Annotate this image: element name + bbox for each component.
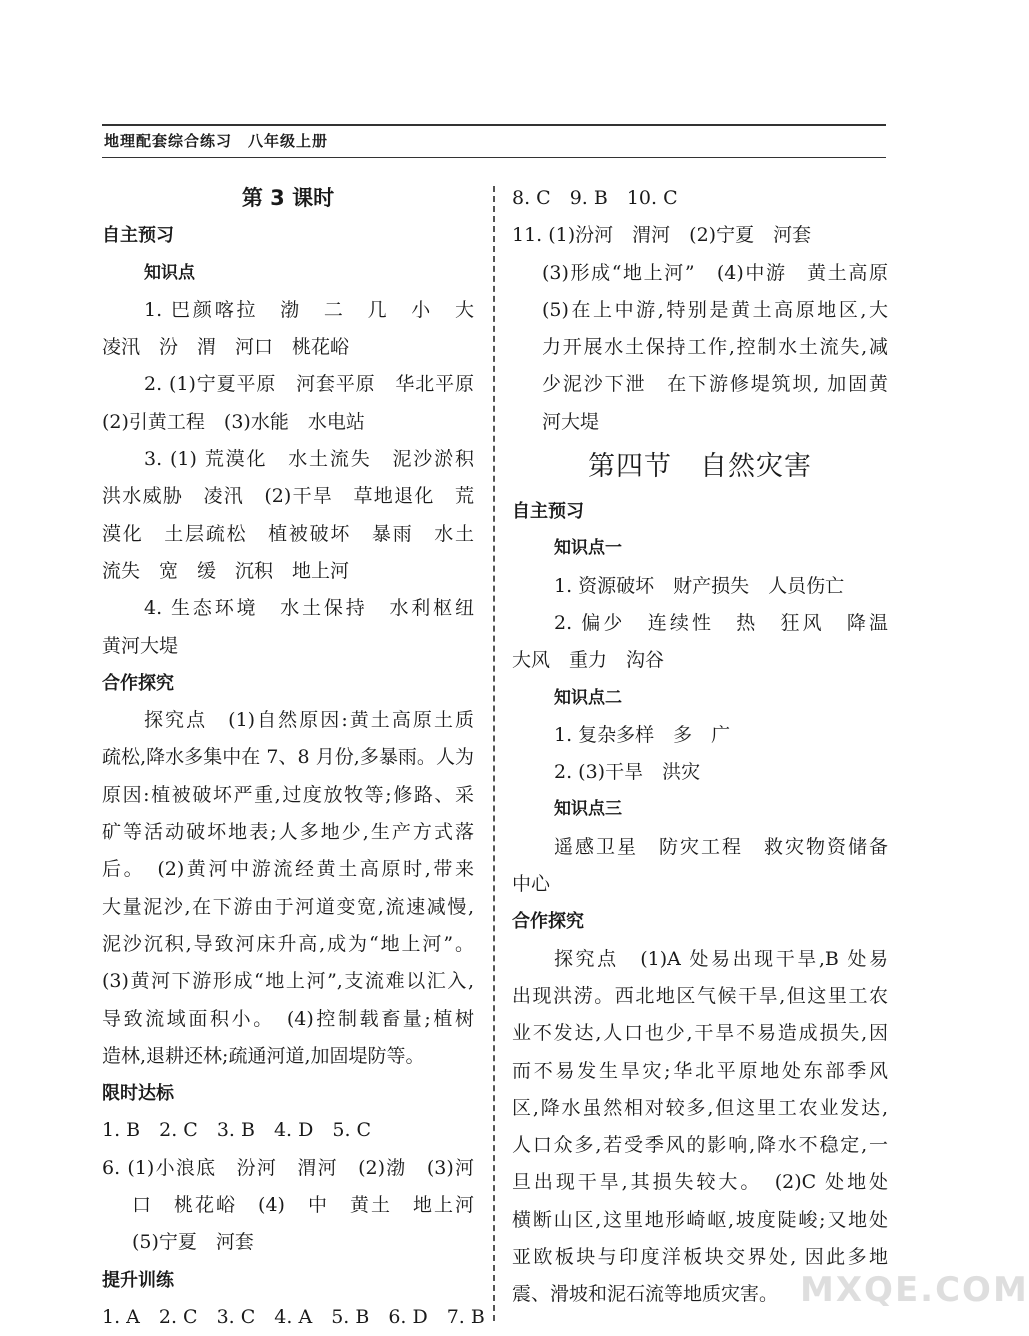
text-line: 2. 偏少 连续性 热 狂风 降温 (554, 611, 888, 634)
text-line: (5)在上中游,特别是黄土高原地区,大 (542, 298, 888, 321)
text-line: 大风 重力 沟谷 (512, 649, 665, 672)
text-line: 8. C 9. B 10. C (512, 187, 678, 209)
page-header-title: 地理配套综合练习 八年级上册 (104, 132, 329, 150)
text-line: 6. (1)小浪底 汾河 渭河 (2)渤 (3)河 (102, 1156, 474, 1179)
subsection-heading: 知识点一 (554, 538, 622, 559)
text-line: 震、滑坡和泥石流等地质灾害。 (512, 1283, 779, 1306)
text-line: 口 桃花峪 (4) 中 黄土 地上河 (132, 1194, 474, 1217)
text-line: 1. A 2. C 3. C 4. A 5. B 6. D 7. B (102, 1305, 485, 1328)
text-line: (3)形成“地上河” (4)中游 黄土高原 (542, 261, 888, 284)
watermark-text: MXQE.COM (800, 1270, 1029, 1310)
right-column (512, 180, 888, 1314)
text-line: 流失 宽 缓 沉积 地上河 (102, 559, 350, 582)
text-line: 1. B 2. C 3. B 4. D 5. C (102, 1119, 372, 1142)
text-line: 业不发达,人口也少,干旱不易造成损失,因 (512, 1022, 888, 1045)
text-line: 1. 巴颜喀拉 渤 二 几 小 大 (144, 298, 474, 321)
lesson-title: 第 3 课时 (241, 186, 335, 210)
text-line: 黄河大堤 (102, 634, 179, 657)
text-line: 2. (1)宁夏平原 河套平原 华北平原 (144, 373, 474, 396)
text-line: 旦出现干旱,其损失较大。 (2)C 处地处 (512, 1171, 888, 1194)
text-line: (2)引黄工程 (3)水能 水电站 (102, 410, 365, 433)
text-line: 遥感卫星 防灾工程 救灾物资储备 (554, 835, 888, 858)
text-line: (5)宁夏 河套 (132, 1231, 254, 1254)
text-line: 1. 复杂多样 多 广 (554, 723, 731, 746)
text-line: 少泥沙下泄 在下游修堤筑坝, 加固黄 (542, 373, 888, 396)
text-line: 泥沙沉积,导致河床升高,成为“地上河”。 (102, 932, 474, 955)
section-heading: 自主预习 (512, 501, 584, 523)
text-line: 亚欧板块与印度洋板块交界处, 因此多地 (512, 1246, 888, 1269)
text-line: 探究点 (1)自然原因:黄土高原土质 (144, 709, 474, 732)
text-line: 疏松,降水多集中在 7、8 月份,多暴雨。人为 (102, 746, 474, 769)
text-line: 3. (1) 荒漠化 水土流失 泥沙淤积 (144, 448, 474, 471)
text-line: 2. (3)干旱 洪灾 (554, 761, 701, 784)
text-line: 横断山区,这里地形崎岖,坡度陡峻;又地处 (512, 1208, 888, 1231)
text-line: 中心 (512, 873, 551, 896)
text-line: 出现洪涝。西北地区气候干旱,但这里工农 (512, 984, 888, 1007)
text-line: 区,降水虽然相对较多,但这里工农业发达, (512, 1096, 888, 1119)
text-line: 探究点 (1)A 处易出现干旱,B 处易 (554, 947, 888, 970)
text-line: 4. 生态环境 水土保持 水利枢纽 (144, 597, 474, 620)
text-line: 导致流域面积小。 (4)控制载畜量;植树 (102, 1007, 474, 1030)
section-title: 第四节 自然灾害 (588, 451, 812, 483)
text-line: 漠化 土层疏松 植被破坏 暴雨 水土 (102, 522, 474, 545)
header-top-rule (102, 124, 886, 126)
section-heading: 限时达标 (102, 1083, 174, 1105)
text-line: 力开展水土保持工作,控制水土流失,减 (542, 336, 888, 359)
text-line: 人口众多,若受季风的影响,降水不稳定,一 (512, 1134, 888, 1157)
text-line: 1. 资源破坏 财产损失 人员伤亡 (554, 574, 845, 597)
text-line: (3)黄河下游形成“地上河”,支流难以汇入, (102, 970, 474, 993)
text-line: 11. (1)汾河 渭河 (2)宁夏 河套 (512, 224, 812, 247)
header-bottom-rule (102, 157, 886, 158)
subsection-heading: 知识点三 (554, 799, 622, 820)
left-column (102, 180, 485, 1336)
subsection-heading: 知识点二 (554, 687, 622, 708)
text-line: 造林,退耕还林;疏通河道,加固堤防等。 (102, 1044, 425, 1067)
column-divider (493, 186, 495, 1321)
subsection-heading: 知识点 (144, 262, 195, 283)
text-line: 洪水威胁 凌汛 (2)干旱 草地退化 荒 (102, 485, 474, 508)
text-line: 而不易发生旱灾;华北平原地处东部季风 (512, 1059, 888, 1082)
section-heading: 自主预习 (102, 225, 174, 247)
text-line: 后。 (2)黄河中游流经黄土高原时,带来 (102, 858, 474, 881)
text-line: 原因:植被破坏严重,过度放牧等;修路、采 (102, 783, 474, 806)
section-heading: 合作探究 (512, 911, 584, 933)
text-line: 大量泥沙,在下游由于河道变宽,流速减慢, (102, 895, 474, 918)
section-heading: 提升训练 (102, 1269, 174, 1291)
section-heading: 合作探究 (102, 672, 174, 694)
text-line: 矿等活动破坏地表;人多地少,生产方式落 (102, 821, 474, 844)
text-line: 凌汛 汾 渭 河口 桃花峪 (102, 336, 350, 359)
text-line: 河大堤 (542, 410, 600, 433)
